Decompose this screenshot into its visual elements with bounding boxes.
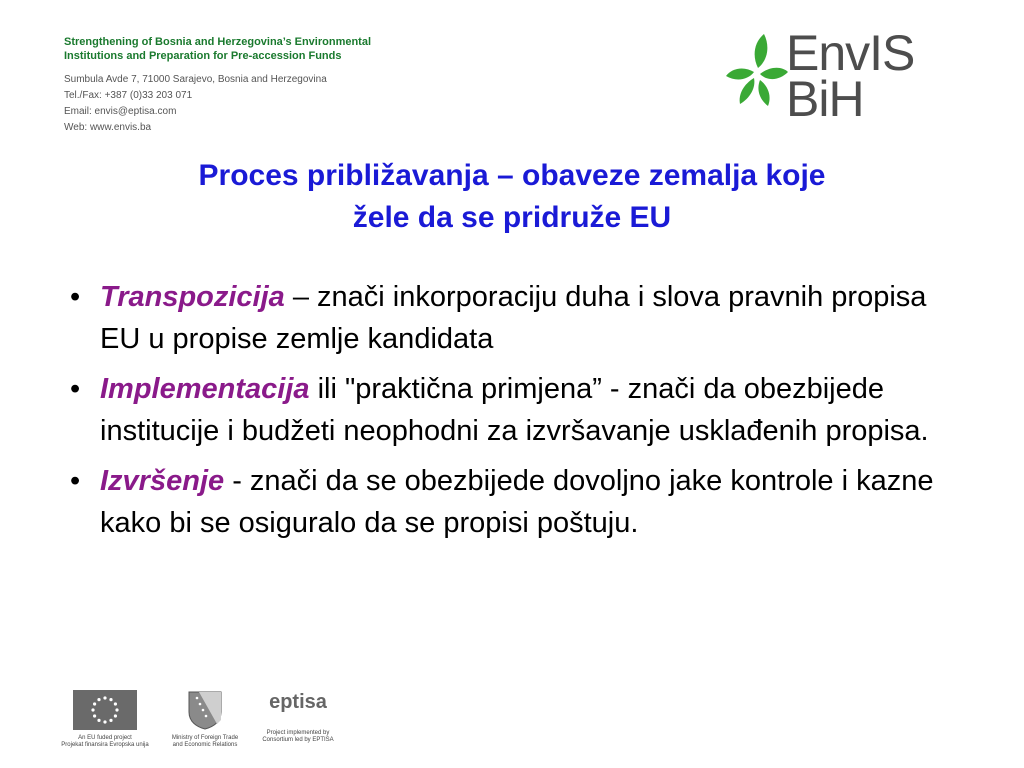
org-line-2: Institutions and Preparation for Pre-accession Funds bbox=[64, 50, 342, 62]
title-line-2: žele da se pridruže EU bbox=[352, 201, 672, 234]
ministry-logo-block bbox=[160, 690, 250, 749]
contact-info bbox=[64, 72, 327, 136]
organization-name bbox=[64, 35, 371, 63]
bullet-term: Transpozicija bbox=[100, 281, 285, 313]
logo-text-bih: BiH bbox=[786, 71, 864, 127]
bullet-list bbox=[62, 276, 972, 552]
slide-title bbox=[60, 155, 964, 239]
bih-coat-of-arms-icon bbox=[187, 690, 223, 730]
eptisa-logo: eptisa bbox=[269, 691, 327, 713]
eptisa-logo-spacer bbox=[253, 714, 343, 730]
eptisa-caption-2: Consortium led by EPTISA bbox=[262, 737, 334, 743]
bullet-icon: • bbox=[70, 281, 81, 313]
eptisa-logo-block bbox=[253, 690, 343, 744]
leaf-icon bbox=[724, 28, 788, 128]
address: Sumbula Avde 7, 71000 Sarajevo, Bosnia and Herzegovina bbox=[64, 74, 327, 85]
bullet-item bbox=[62, 368, 972, 452]
bullet-icon: • bbox=[70, 373, 81, 405]
org-line-1: Strengthening of Bosnia and Herzegovina’s Environmental bbox=[64, 36, 372, 48]
email: Email: envis@eptisa.com bbox=[64, 106, 177, 117]
telfax: Tel./Fax: +387 (0)33 203 071 bbox=[64, 90, 193, 101]
logo-text-envis: EnvIS bbox=[786, 25, 915, 81]
eu-flag-icon bbox=[73, 690, 137, 730]
bullet-item bbox=[62, 276, 972, 360]
ministry-caption-1: Ministry of Foreign Trade bbox=[171, 735, 239, 741]
bullet-icon: • bbox=[70, 465, 81, 497]
bullet-text: - znači da se obezbijede dovoljno jake kontrole i kazne kako bi se osiguralo da se propisi poštuju. bbox=[100, 465, 934, 539]
bullet-item bbox=[62, 460, 972, 544]
eu-caption-1: An EU fuded project bbox=[78, 735, 132, 741]
envis-bih-logo bbox=[724, 25, 964, 128]
web: Web: www.envis.ba bbox=[64, 122, 152, 133]
bullet-term: Implementacija bbox=[100, 373, 310, 405]
eu-caption-2: Projekat finansira Evropska unija bbox=[61, 742, 149, 748]
eu-logo-block bbox=[55, 690, 155, 749]
ministry-caption-2: and Economic Relations bbox=[172, 742, 238, 748]
bullet-text: ili "praktična primjena” - znači da obezbijede institucije i budžeti neophodni za izvršavanje usklađenih propisa. bbox=[100, 373, 929, 447]
bullet-text: – znači inkorporaciju duha i slova pravnih propisa EU u propise zemlje kandidata bbox=[100, 281, 927, 355]
title-line-1: Proces približavanja – obaveze zemalja koje bbox=[198, 159, 826, 192]
eptisa-caption-1: Project implemented by bbox=[266, 730, 330, 736]
bullet-term: Izvršenje bbox=[100, 465, 225, 497]
